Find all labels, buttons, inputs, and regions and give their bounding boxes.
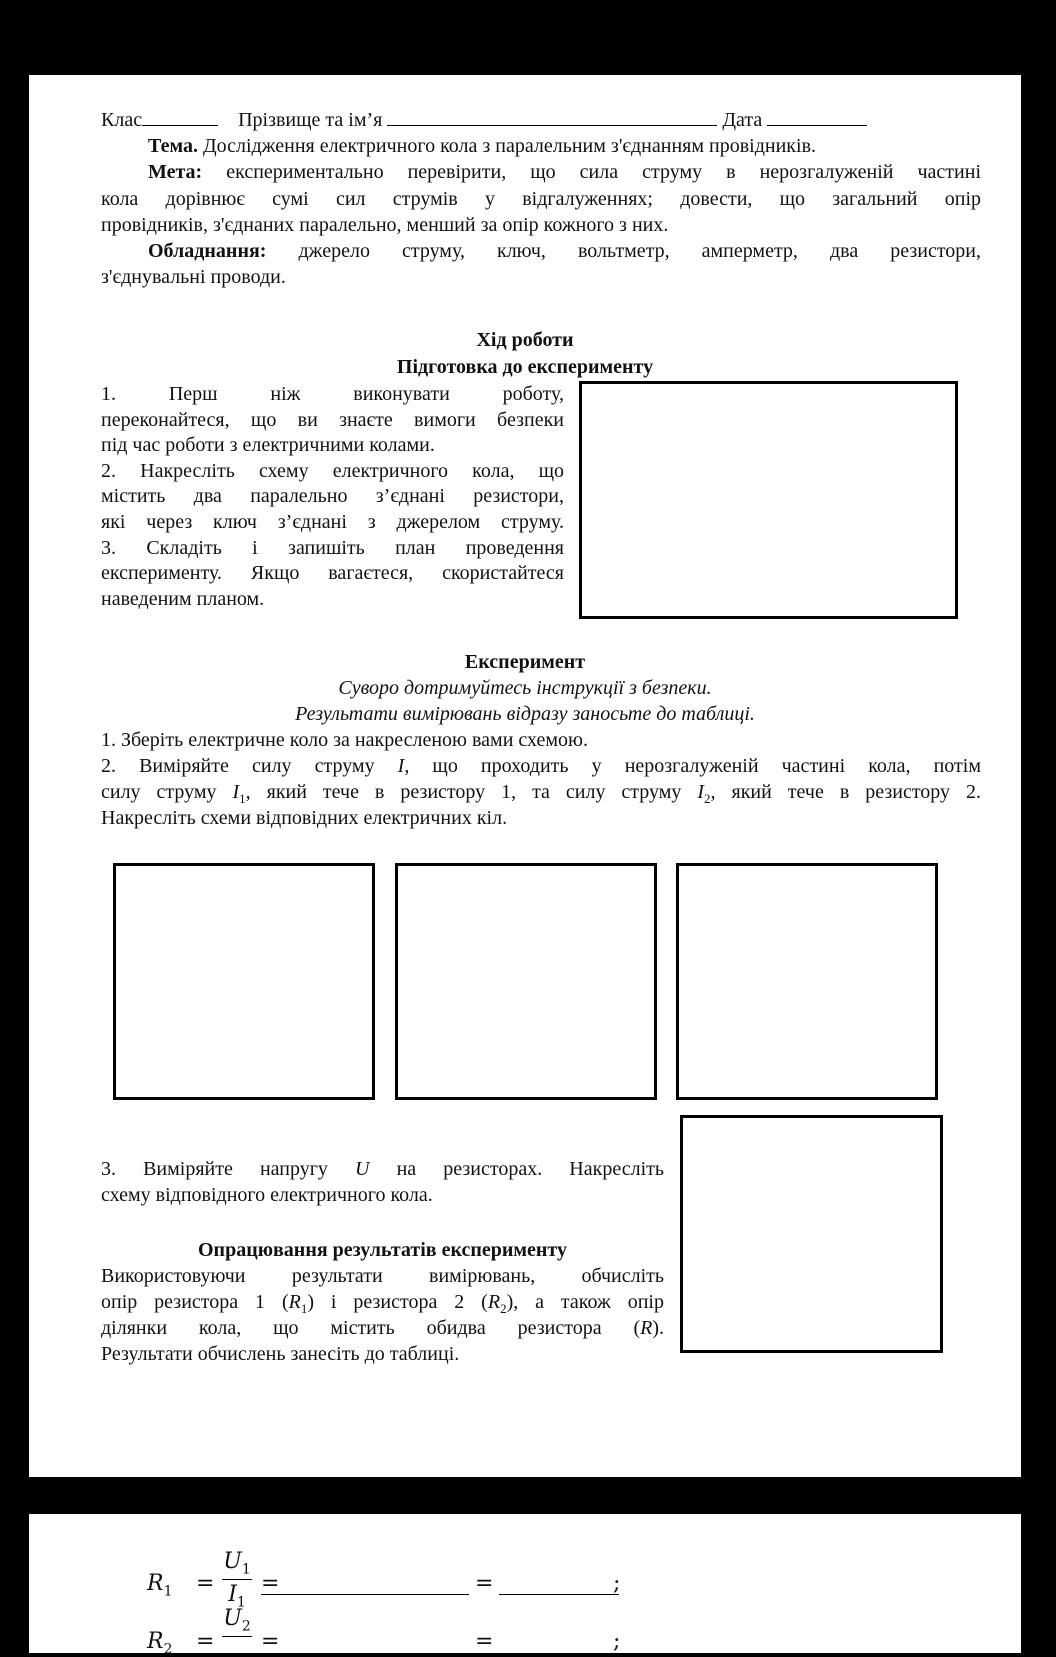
topic (148, 133, 968, 160)
circuit-diagram-box-main[interactable] (579, 381, 958, 619)
preparation-step-line: містить два паралельно з’єднані резистори, (101, 485, 564, 508)
date-label: Дата (722, 109, 763, 131)
class-label: Клас (101, 109, 143, 131)
processing-line-2: опір резистора 1 $(R_1)$ і резистора 2 $(R_2)$, а також опір (101, 1291, 664, 1316)
goal-line-3: провідників, з'єднаних паралельно, менший за опір кожного з них. (101, 214, 669, 236)
experiment-step-2-line-1: 2. Виміряйте силу струму I, що проходить у нерозгалуженій частині кола, потім (101, 755, 981, 777)
equipment-line-2: з'єднувальні проводи. (101, 266, 286, 288)
voltage-step-line-2: схему відповідного електричного кола. (101, 1184, 433, 1206)
preparation-step-line: які через ключ з’єднані з джерелом струму. (101, 511, 564, 533)
header-row (101, 107, 961, 134)
fraction-bar (222, 1579, 252, 1580)
class-blank[interactable] (142, 107, 218, 126)
worksheet-page-2: $R_1$ = $U_1$ $I_1$ = = ; $R_2$ = $U_2$ = = ; (29, 1514, 1021, 1653)
circuit-diagram-box-voltage[interactable] (680, 1115, 943, 1353)
safety-instruction: Суворо дотримуйтесь інструкції з безпеки. (338, 677, 712, 699)
results-instruction: Результати вимірювань відразу заносьте до таблиці. (295, 703, 755, 725)
goal-label: Мета: (148, 161, 203, 183)
experiment-step-2-line-3: Накресліть схеми відповідних електричних кіл. (101, 807, 508, 829)
experiment-title: Експеримент (464, 651, 586, 673)
equipment-line-1: Обладнання: джерело струму, ключ, вольтметр, амперметр, два резистори, (148, 240, 981, 262)
processing-title: Опрацювання результатів експерименту (198, 1239, 567, 1261)
topic-label: Тема. (148, 135, 198, 157)
goal-line-2: кола дорівнює сумі сил струмів у відгалуженнях; довести, що загальний опір (101, 188, 981, 210)
name-label: Прізвище та ім’я (238, 109, 383, 131)
preparation-subtitle: Підготовка до експерименту (396, 356, 654, 378)
date-blank[interactable] (767, 107, 867, 126)
equipment-label: Обладнання: (148, 240, 267, 262)
processing-line-3: ділянки кола, що містить обидва резистора (R). (101, 1317, 664, 1339)
preparation-step-line: наведеним планом. (101, 587, 265, 610)
r1-result-blank[interactable] (499, 1576, 619, 1595)
circuit-diagram-box-current-2[interactable] (676, 863, 938, 1100)
worksheet-page-1 (29, 75, 1021, 1477)
progress-title: Хід роботи (476, 329, 574, 351)
preparation-step-line: 3. Складіть і запишіть план проведення (101, 536, 564, 559)
preparation-step-line: 2. Накресліть схему електричного кола, що (101, 459, 564, 482)
name-blank[interactable] (387, 107, 717, 126)
preparation-step-line: під час роботи з електричними колами. (101, 434, 435, 457)
topic-text: Дослідження електричного кола з паралельним з'єднанням провідників. (197, 135, 817, 157)
processing-line-1: Використовуючи результати вимірювань, обчисліть (101, 1265, 664, 1287)
circuit-diagram-box-total-current[interactable] (113, 863, 375, 1100)
preparation-step-line: переконайтеся, що ви знаєте вимоги безпеки (101, 408, 564, 431)
goal-line-1: Мета: експериментально перевірити, що сила струму в нерозгалуженій частині (148, 161, 981, 183)
voltage-step-line-1: 3. Виміряйте напругу U на резисторах. Накресліть (101, 1158, 664, 1180)
preparation-step-line: 1. Перш ніж виконувати роботу, (101, 383, 564, 405)
r1-substitution-blank[interactable] (261, 1576, 469, 1595)
experiment-step-1: 1. Зберіть електричне коло за накресленою вами схемою. (101, 729, 588, 751)
processing-line-4: Результати обчислень занесіть до таблиці. (101, 1343, 460, 1365)
experiment-step-2-line-2: силу струму $I_1$, який тече в резистору 1, та силу струму $I_2$, який тече в резистору 2. (101, 781, 981, 806)
circuit-diagram-box-current-1[interactable] (395, 863, 657, 1100)
preparation-step-line: експерименту. Якщо вагаєтеся, скористайтеся (101, 562, 564, 585)
fraction-bar (222, 1636, 252, 1637)
